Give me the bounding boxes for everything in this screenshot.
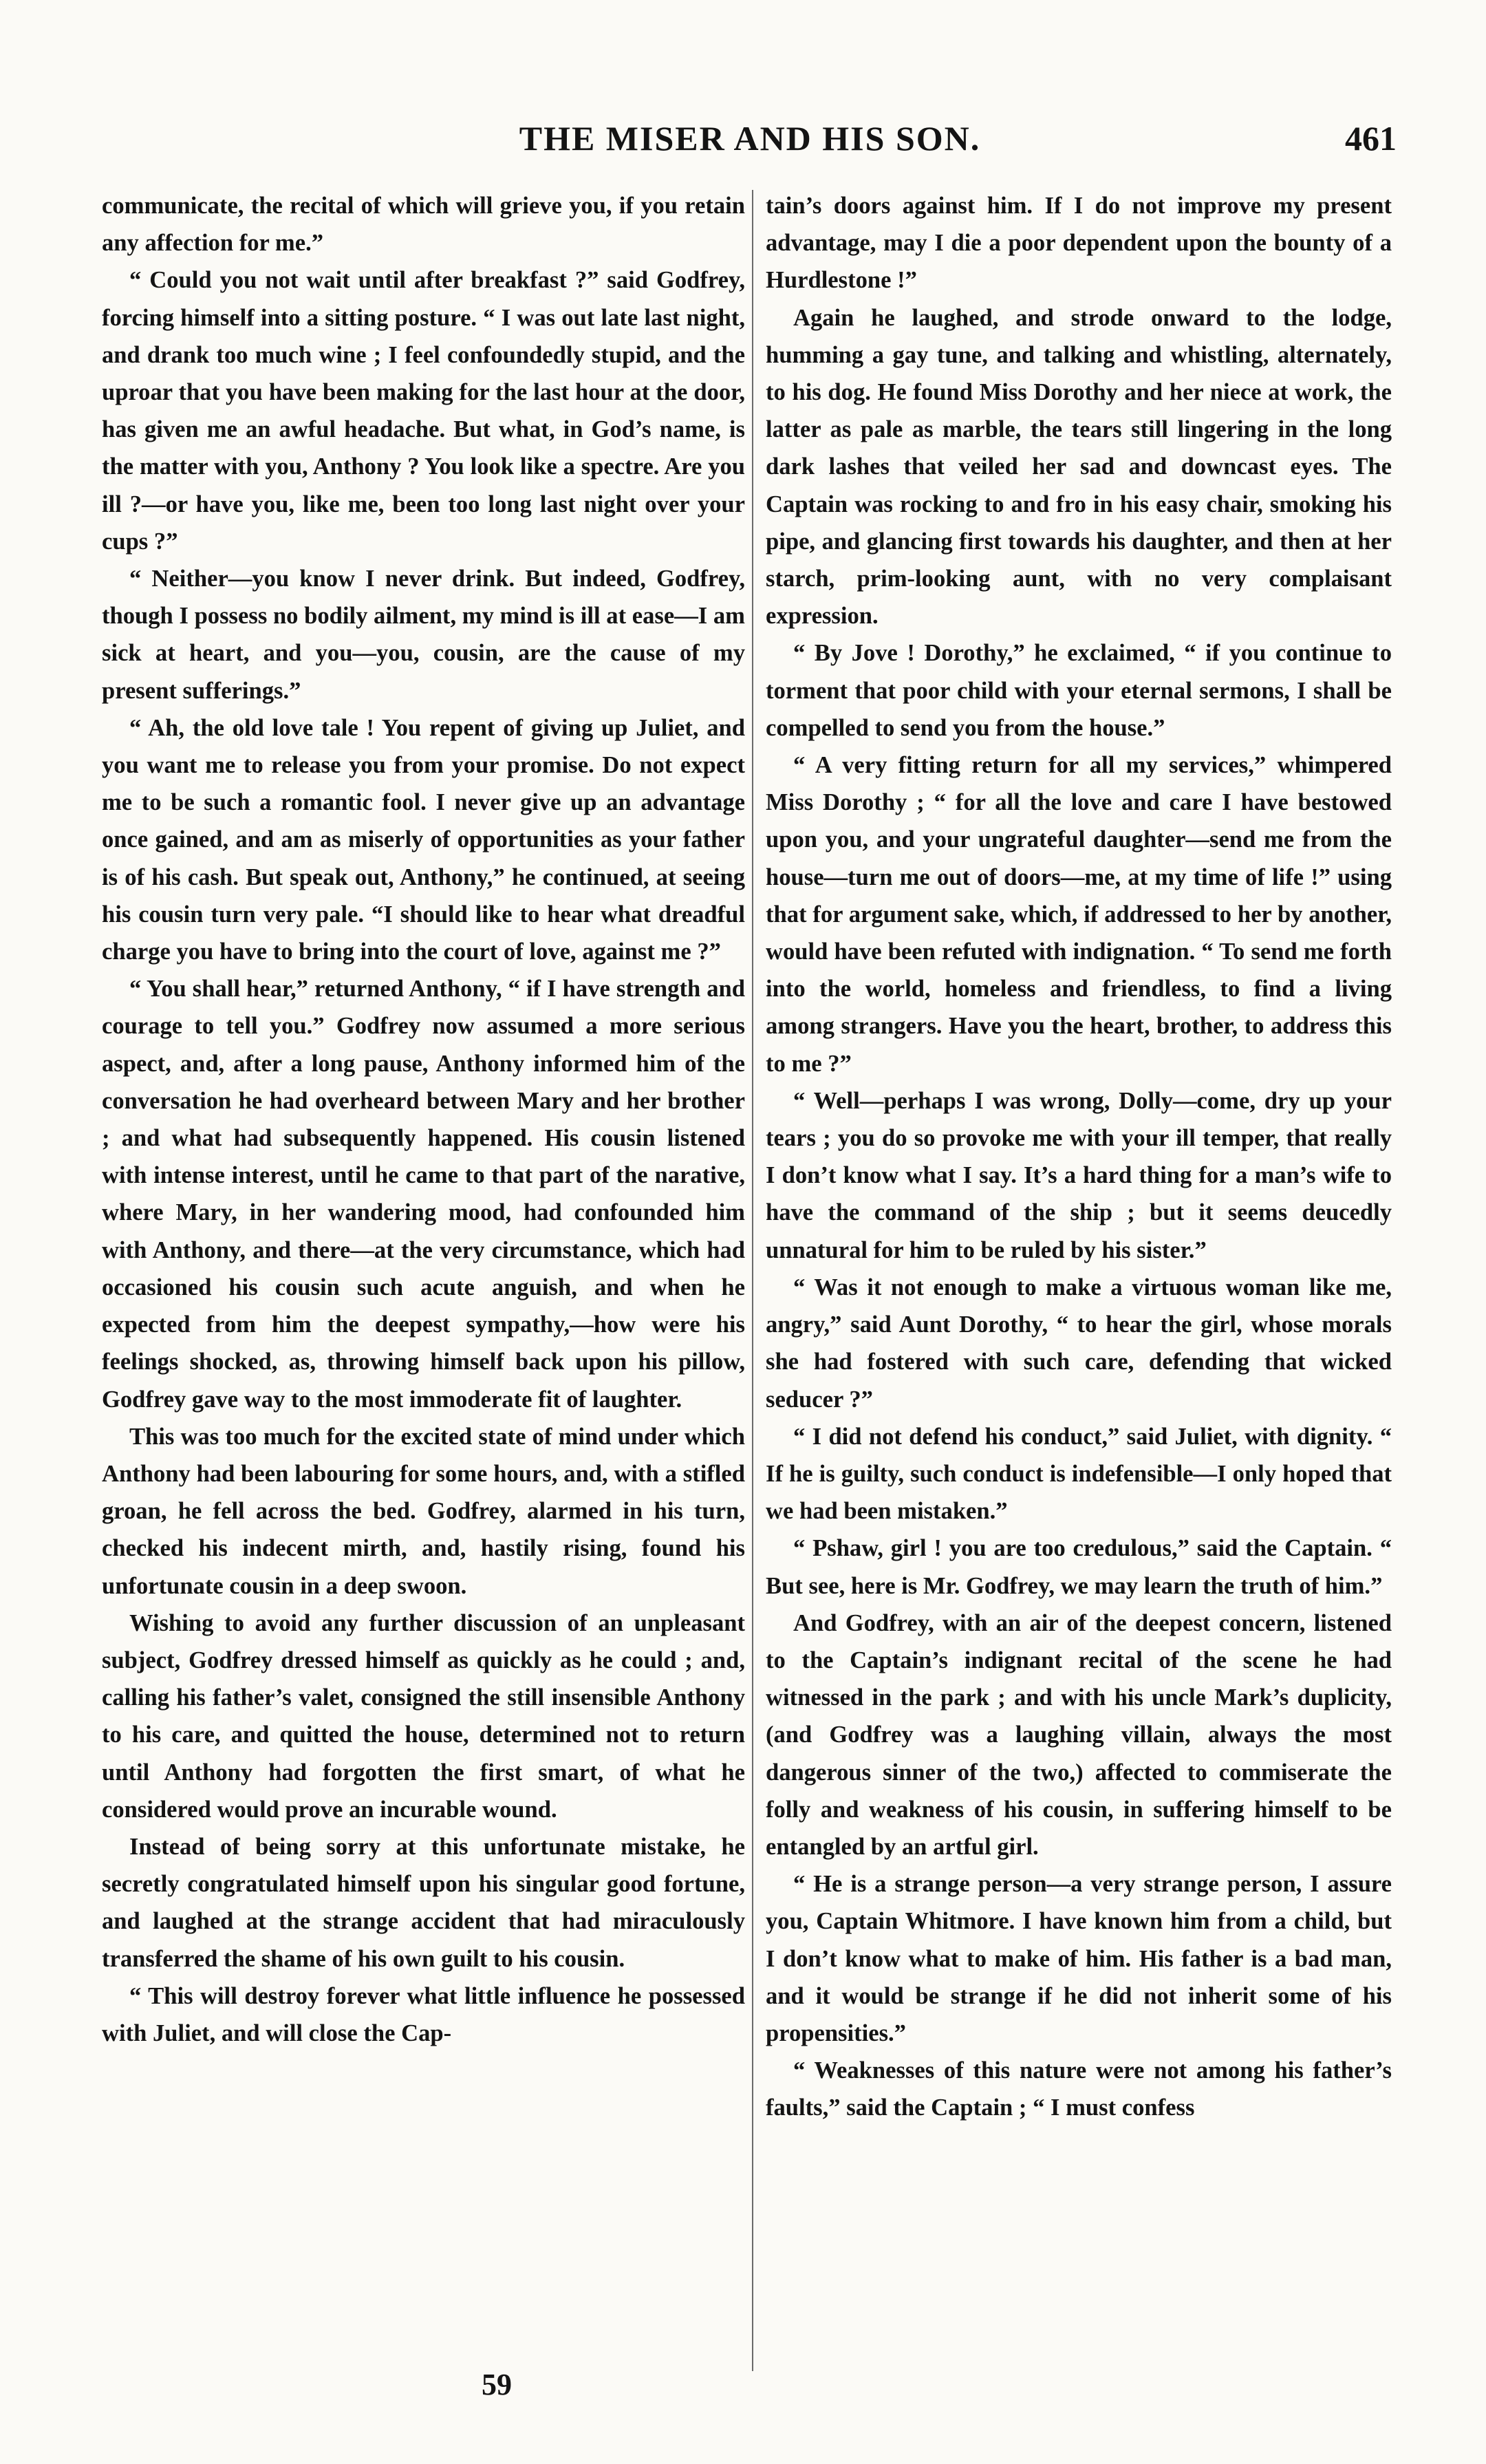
paragraph: communicate, the recital of which will grieve you, if you retain any affection for me.” — [102, 193, 745, 257]
paragraph: “ You shall hear,” returned Anthony, “ if I have strength and courage to tell you.” Godfrey now assumed a more serious aspect, and, after a long pause, Anthony informed him of the conversation he had overheard between Mary and her brother ; and what had subsequently happened. His cousin listened with intense interest, until he came to that part of the narative, where Mary, in her wandering mood, had confounded him with Anthony, and there—at the very circumstance, which had occasioned his cousin such acute anguish, and when he expected from him the deepest sympathy,—how were his feelings shocked, as, throwing himself back upon his pillow, Godfrey gave way to the most immoderate fit of laughter. — [102, 976, 745, 1413]
paragraph: “ This will destroy forever what little influence he possessed with Juliet, and will close the Cap- — [102, 1982, 745, 2046]
paragraph: “ Weaknesses of this nature were not among his father’s faults,” said the Captain ; “ I must confess — [766, 2057, 1392, 2121]
paragraph: “ Pshaw, girl ! you are too credulous,” said the Captain. “ But see, here is Mr. Godfrey, we may learn the truth of him.” — [766, 1535, 1392, 1599]
paragraph: “ Was it not enough to make a virtuous woman like me, angry,” said Aunt Dorothy, “ to hear the girl, whose morals she had fostered with such care, defending that wicked seducer ?” — [766, 1274, 1392, 1413]
right-column — [766, 187, 1392, 2127]
paragraph: Again he laughed, and strode onward to the lodge, humming a gay tune, and talking and whistling, alternately, to his dog. He found Miss Dorothy and her niece at work, the latter as pale as marble, the tears still lingering in the long dark lashes that veiled her sad and downcast eyes. The Captain was rocking to and fro in his easy chair, smoking his pipe, and glancing first towards his daughter, and then at her starch, prim-looking aunt, with no very complaisant expression. — [766, 304, 1392, 630]
column-divider — [752, 190, 753, 2371]
paragraph: “ Neither—you know I never drink. But indeed, Godfrey, though I possess no bodily ailment, my mind is ill at ease—I am sick at heart, and you—you, cousin, are the cause of my present sufferings.” — [102, 566, 745, 704]
paragraph: “ I did not defend his conduct,” said Juliet, with dignity. “ If he is guilty, such conduct is indefensible—I only hoped that we had been mistaken.” — [766, 1423, 1392, 1525]
paragraph: “ He is a strange person—a very strange person, I assure you, Captain Whitmore. I have known him from a child, but I don’t know what to make of him. His father is a bad man, and it would be strange if he did not inherit some of his propensities.” — [766, 1871, 1392, 2046]
paragraph: “ By Jove ! Dorothy,” he exclaimed, “ if you continue to torment that poor child with your eternal sermons, I shall be compelled to send you from the house.” — [766, 640, 1392, 741]
paragraph: “ Ah, the old love tale ! You repent of giving up Juliet, and you want me to release you from your promise. Do not expect me to be such a romantic fool. I never give up an advantage once gained, and am as miserly of opportunities as your father is of his cash. But speak out, Anthony,” he continued, at seeing his cousin turn very pale. “I should like to hear what dreadful charge you have to bring into the court of love, against me ?” — [102, 714, 745, 965]
page-number: 461 — [1345, 119, 1397, 158]
paragraph: Wishing to avoid any further discussion of an unpleasant subject, Godfrey dressed himself as quickly as he could ; and, calling his father’s valet, consigned the still insensible Anthony to his care, and quitted the house, determined not to return until Anthony had forgotten the first smart, of what he considered would prove an incurable wound. — [102, 1609, 745, 1823]
paragraph: Instead of being sorry at this unfortunate mistake, he secretly congratulated himself upon his singular good fortune, and laughed at the strange accident that had miraculously transferred the shame of his own guilt to his cousin. — [102, 1833, 745, 1972]
left-column — [102, 187, 745, 2052]
paragraph: “ A very fitting return for all my services,” whimpered Miss Dorothy ; “ for all the love and care I have bestowed upon you, and your ungrateful daughter—send me from the house—turn me out of doors—me, at my time of life !” using that for argument sake, which, if addressed to her by another, would have been refuted with indignation. “ To send me forth into the world, homeless and friendless, to find a living among strangers. Have you the heart, brother, to address this to me ?” — [766, 752, 1392, 1077]
paragraph: And Godfrey, with an air of the deepest concern, listened to the Captain’s indignant recital of the scene he had witnessed in the park ; and with his uncle Mark’s duplicity, (and Godfrey was a laughing villain, always the most dangerous sinner of the two,) affected to commiserate the folly and weakness of his cousin, in suffering himself to be entangled by an artful girl. — [766, 1609, 1392, 1860]
paragraph: tain’s doors against him. If I do not improve my present advantage, may I die a poor dependent upon the bounty of a Hurdlestone !” — [766, 193, 1392, 294]
running-title: THE MISER AND HIS SON. — [519, 119, 981, 158]
page-header — [103, 118, 1397, 180]
signature-mark: 59 — [482, 2368, 512, 2401]
paragraph: “ Could you not wait until after breakfast ?” said Godfrey, forcing himself into a sitting posture. “ I was out late last night, and drank too much wine ; I feel confoundedly stupid, and the uproar that you have been making for the last hour at the door, has given me an awful headache. But what, in God’s name, is the matter with you, Anthony ? You look like a spectre. Are you ill ?—or have you, like me, been too long last night over your cups ?” — [102, 267, 745, 555]
paragraph: “ Well—perhaps I was wrong, Dolly—come, dry up your tears ; you do so provoke me with your ill temper, that really I don’t know what I say. It’s a hard thing for a man’s wife to have the command of the ship ; but it seems deucedly unnatural for him to be ruled by his sister.” — [766, 1087, 1392, 1263]
paragraph: This was too much for the excited state of mind under which Anthony had been labouring for some hours, and, with a stifled groan, he fell across the bed. Godfrey, alarmed in his turn, checked his indecent mirth, and, hastily rising, found his unfortunate cousin in a deep swoon. — [102, 1423, 745, 1599]
